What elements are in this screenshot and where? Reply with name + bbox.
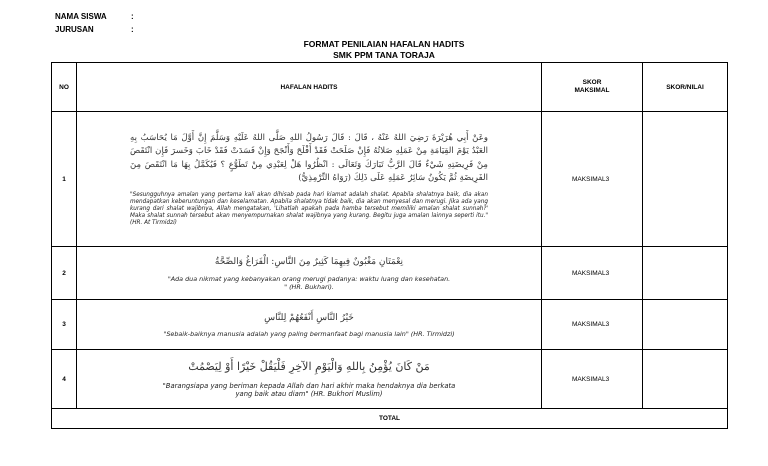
row-number: 2 <box>52 247 77 300</box>
table-row <box>52 112 728 247</box>
translation-text: "Barangsiapa yang beriman kepada Allah dan hari akhir maka hendaknya dia berkata yang baik atau diam" (HR. Bukhori Muslim) <box>162 381 456 398</box>
score-input-cell[interactable] <box>643 112 728 247</box>
total-row <box>52 409 728 429</box>
score-input-cell[interactable] <box>643 350 728 409</box>
page-subtitle: SMK PPM TANA TORAJA <box>333 50 435 60</box>
arabic-text: مَنْ كَانَ يُؤْمِنُ بِاللهِ وَالْيَوْمِ الآخِرِ فَلْيَقُلْ خَيْرًا أَوْ لِيَصْمُتْ <box>188 359 430 373</box>
translation-text: "Sesungguhnya amalan yang pertama kali akan dihisab pada hari kiamat adalah shalat. Apabila shalatnya baik, dia akan mendapatkan keberuntungan dan keselamatan. Apabila shalatnya tidak baik, dia akan menyesal dan merugi. Jika ada yang kurang dari shalat wajibnya, Allah mengatakan, 'Lihatlah apakah pada hamba tersebut memiliki amalan shalat sunnah?' Maka shalat sunnah tersebut akan menyempurnakan shalat wajibnya yang kurang. Begitu juga amalan lainnya seperti itu." (HR. At Tirmidzi) <box>130 191 488 226</box>
hadits-cell <box>77 350 542 409</box>
table-row <box>52 350 728 409</box>
arabic-text: خَيْرُ النَّاسِ أَنْفَعُهُمْ لِلنَّاسِ <box>264 312 354 323</box>
col-header-score: SKOR/NILAI <box>643 63 728 112</box>
max-score-cell: MAKSIMAL3 <box>542 247 643 300</box>
major-line <box>55 25 134 34</box>
assessment-table <box>51 62 728 429</box>
table-row <box>52 300 728 350</box>
arabic-text: نِعْمَتَانِ مَغْبُونٌ فِيهِمَا كَثِيرٌ مِنَ النَّاسِ: الْفَرَاغُ وَالصِّحَّةُ <box>214 256 404 267</box>
page-title: FORMAT PENILAIAN HAFALAN HADITS <box>303 39 465 49</box>
score-input-cell[interactable] <box>643 247 728 300</box>
max-score-cell: MAKSIMAL3 <box>542 112 643 247</box>
table-row <box>52 247 728 300</box>
student-name-colon: : <box>131 12 134 21</box>
arabic-text: وعَنْ أَبِي هُرَيْرَةَ رَضِيَ اللهُ عَنْهُ ، قَالَ : قَالَ رَسُولُ اللهِ صَلَّى اللهُ عَلَيْهِ وَسَلَّمَ إِنَّ أَوَّلَ مَا يُحَاسَبُ بِهِ العَبْدُ يَوْمَ القِيَامَةِ مِنْ عَمَلِهِ صَلاتُهُ فَإِنْ صَلَحَتْ فَقَدْ أَفْلَحَ وَأَنْجَحَ وَإِنْ فَسَدَتْ فَقَدْ خَابَ وَخَسرَ فَإِن انْتَقَصَ مِنْ فَرِيضَتِهِ شَيْءٌ قَالَ الرَّبُّ تَبَارَكَ وَتَعَالَى : انْظُرُوا هَلْ لِعَبْدِي مِنْ تَطَوُّعٍ ؟ فَيُكَمَّلُ بِهَا مَا انْتَقَصَ مِنَ الفَرِيضَةِ ثُمَّ يَكُونُ سَائِرُ عَمَلِهِ عَلَى ذَلِكَ (رَوَاهُ التِّرْمِذِيُّ) <box>130 132 488 183</box>
translation-text: "Sebaik-baiknya manusia adalah yang paling bermanfaat bagi manusia lain" (HR. Tirmidzi) <box>163 329 455 338</box>
row-number: 3 <box>52 300 77 350</box>
row-number: 1 <box>52 112 77 247</box>
score-input-cell[interactable] <box>643 300 728 350</box>
row-number: 4 <box>52 350 77 409</box>
hadits-cell <box>77 112 542 247</box>
max-score-cell: MAKSIMAL3 <box>542 350 643 409</box>
total-label: TOTAL <box>52 409 728 429</box>
col-header-max-score: SKOR MAKSIMAL <box>542 63 643 112</box>
translation-text: "Ada dua nikmat yang kebanyakan orang merugi padanya: waktu luang dan kesehatan. " (HR. Bukhari). <box>167 274 451 291</box>
col-header-no: NO <box>52 63 77 112</box>
table-header-row <box>52 63 728 112</box>
major-colon: : <box>131 25 134 34</box>
student-name-label: NAMA SISWA <box>55 12 107 21</box>
hadits-cell <box>77 247 542 300</box>
col-header-hadits: HAFALAN HADITS <box>77 63 542 112</box>
major-label: JURUSAN <box>55 25 94 34</box>
student-name-line <box>55 12 134 21</box>
hadits-cell <box>77 300 542 350</box>
max-score-cell: MAKSIMAL3 <box>542 300 643 350</box>
